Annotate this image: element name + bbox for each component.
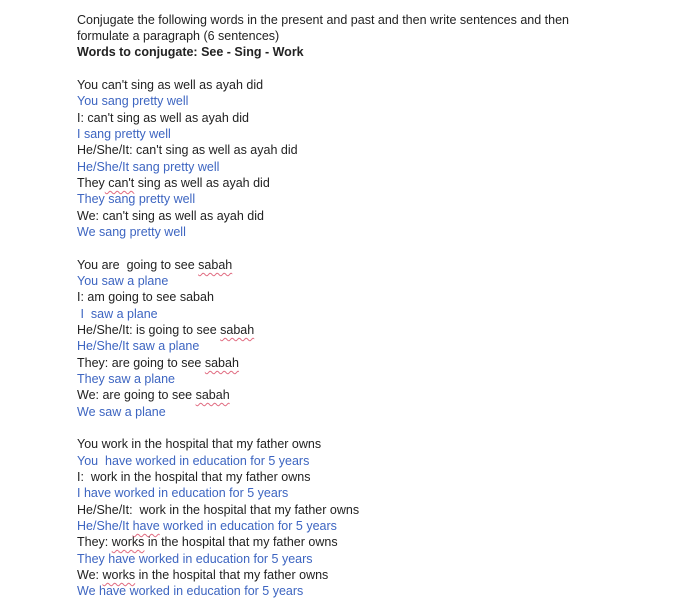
- work-past-you: You have worked in education for 5 years: [77, 454, 310, 468]
- see-past-they: They saw a plane: [77, 372, 175, 386]
- work-past-i: I have worked in education for 5 years: [77, 486, 289, 500]
- work-present-they: [77, 534, 338, 550]
- see-present-you: [77, 257, 232, 273]
- spellcheck-flagged-word[interactable]: works: [111, 535, 145, 549]
- work-past-he-she-it: [77, 518, 337, 534]
- see-present-they: [77, 355, 239, 371]
- sing-present-i: I: can't sing as well as ayah did: [77, 111, 249, 125]
- work-present-we: [77, 567, 328, 583]
- see-past-we: We saw a plane: [77, 405, 166, 419]
- text-fragment: sing as well as ayah did: [134, 176, 270, 190]
- spellcheck-flagged-word[interactable]: works: [102, 568, 136, 582]
- sing-present-you: You can't sing as well as ayah did: [77, 78, 264, 92]
- text-fragment: We: are going to see: [77, 388, 196, 402]
- see-present-i: I: am going to see sabah: [77, 290, 214, 304]
- text-fragment: He/She/It: [77, 519, 133, 533]
- work-past-we: We have worked in education for 5 years: [77, 584, 304, 598]
- text-fragment: You are going to see: [77, 258, 199, 272]
- work-past-they: They have worked in education for 5 years: [77, 552, 313, 566]
- see-past-you: You saw a plane: [77, 274, 169, 288]
- see-present-he-she-it: [77, 322, 254, 338]
- text-fragment: We:: [77, 568, 103, 582]
- sing-present-they: [77, 175, 270, 191]
- instruction-line-2: formulate a paragraph (6 sentences): [77, 29, 280, 43]
- sing-past-we: We sang pretty well: [77, 225, 186, 239]
- text-fragment: worked in education for 5 years: [159, 519, 337, 533]
- spellcheck-flagged-word[interactable]: sabah: [195, 388, 230, 402]
- text-fragment: He/She/It: is going to see: [77, 323, 221, 337]
- spellcheck-flagged-word[interactable]: sabah: [204, 356, 239, 370]
- work-present-i: I: work in the hospital that my father owns: [77, 470, 311, 484]
- spellcheck-flagged-word[interactable]: sabah: [220, 323, 255, 337]
- text-fragment: in the hospital that my father owns: [144, 535, 338, 549]
- work-present-he-she-it: He/She/It: work in the hospital that my father owns: [77, 503, 360, 517]
- sing-past-i: I sang pretty well: [77, 127, 171, 141]
- work-present-you: You work in the hospital that my father owns: [77, 437, 322, 451]
- sing-past-you: You sang pretty well: [77, 94, 189, 108]
- sing-present-we: We: can't sing as well as ayah did: [77, 209, 264, 223]
- see-past-i: I saw a plane: [77, 307, 158, 321]
- instruction-line-1: Conjugate the following words in the present and past and then write sentences and then: [77, 13, 569, 27]
- text-fragment: They: are going to see: [77, 356, 205, 370]
- words-to-conjugate-heading: Words to conjugate: See - Sing - Work: [77, 45, 304, 59]
- text-fragment: They:: [77, 535, 112, 549]
- sing-present-he-she-it: He/She/It: can't sing as well as ayah did: [77, 143, 298, 157]
- sing-past-he-she-it: He/She/It sang pretty well: [77, 160, 220, 174]
- see-present-we: [77, 387, 230, 403]
- spellcheck-flagged-word[interactable]: sabah: [198, 258, 233, 272]
- sing-past-they: They sang pretty well: [77, 192, 196, 206]
- spellcheck-flagged-word[interactable]: have: [132, 519, 160, 533]
- spellcheck-flagged-word[interactable]: can't: [104, 176, 135, 190]
- see-past-he-she-it: He/She/It saw a plane: [77, 339, 200, 353]
- text-fragment: They: [77, 176, 105, 190]
- text-fragment: in the hospital that my father owns: [135, 568, 329, 582]
